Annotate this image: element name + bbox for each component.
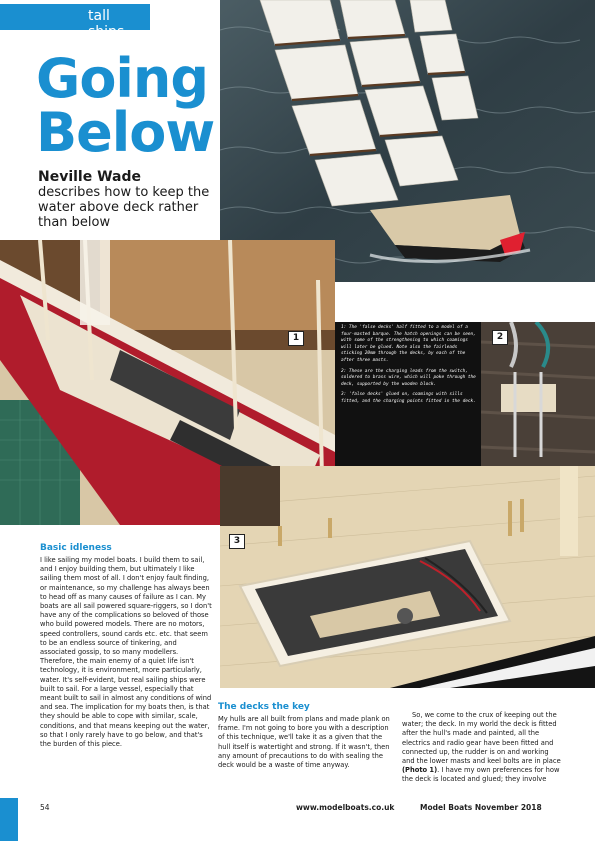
caption-1: 1: The 'false decks' half fitted to a model of a four-masted barque. The hatch openings can be seen, with some of the strengthening to which coamings will later be glued. Note also the fairleads sticking 20mm through the decks, by each of the after three masts. — [341, 325, 476, 363]
body-paragraph-2: My hulls are all built from plans and made plank on frame. I'm not going to bore you with a description of this technique, we'll take it as a given that the hull itself is watertight and strong. If it wasn't, then any amount of precautions to do with sealing the deck would be a waste of time anyway. — [218, 715, 390, 770]
body-paragraph-3a: So, we come to the crux of keeping out the water; the deck. In my world the deck is fitted after the hull's made and painted, all the electrics and radio gear have been fitted and connected up, the rudder is on and working and the lower masts and keel bolts are in place — [402, 711, 561, 766]
subhead-decks-key: The decks the key — [218, 702, 310, 712]
page-number: 54 — [40, 803, 50, 812]
body-paragraph-3b: . I have my own preferences for how the deck is located and glued; they involve — [402, 766, 560, 784]
body-column-1 — [40, 556, 212, 749]
caption-2: 2: These are the charging leads from the switch, soldered to brass wire, which will poke through the deck, supported by the wooden block. — [341, 368, 476, 387]
footer-issue: Model Boats November 2018 — [420, 803, 542, 812]
headline — [36, 47, 236, 164]
author-name: Neville Wade — [38, 169, 142, 185]
photo-number-2: 2 — [492, 330, 508, 345]
photo-hatch-coaming — [220, 466, 595, 688]
photo-number-3: 3 — [229, 534, 245, 549]
headline-line-1: Going — [36, 47, 209, 110]
photo-reference: (Photo 1) — [402, 766, 438, 775]
standfirst: describes how to keep the water above deck rather than below — [38, 185, 210, 230]
caption-3: 3: 'false decks' glued on, coamings with sills fitted, and the charging points fitted in the deck. — [341, 392, 476, 404]
footer-url: www.modelboats.co.uk — [296, 803, 395, 812]
page-edge-tab — [0, 798, 18, 841]
headline-line-2: Below — [36, 101, 215, 164]
subhead-basic-idleness: Basic idleness — [40, 543, 112, 553]
body-paragraph-3 — [402, 711, 562, 785]
body-paragraph-1: I like sailing my model boats. I build them to sail, and I enjoy building them, but ultimately I like sailing them most of all. I don't enjoy fault finding, or maintenance, so my challenge has always been to head off as many causes of failure as I can. My boats are all sail powered square-riggers, so I don't have any of the complications so beloved of those who build powered models. There are no motors, speed controllers, sound cards etc. etc. that seem to be an endless source of tinkering, and associated gossip, to so many modellers. Therefore, the main enemy of a quiet life isn't technology, it is environment, more particularly, water. It's self-evident, but real sailing ships were built to sail. For a large vessel, especially that meant built to sail in almost any conditions of wind and sea. The implication for my boats then, is that they should be able to cope with similar, scale, conditions, and that means keeping out the water, so that I only rarely have to go below, and that's the burden of this piece. — [40, 556, 212, 749]
body-column-3 — [402, 711, 562, 785]
caption-box — [335, 322, 481, 466]
photo-number-1: 1 — [288, 331, 304, 346]
body-column-2 — [218, 715, 392, 770]
section-tag: tall ships — [0, 4, 150, 30]
